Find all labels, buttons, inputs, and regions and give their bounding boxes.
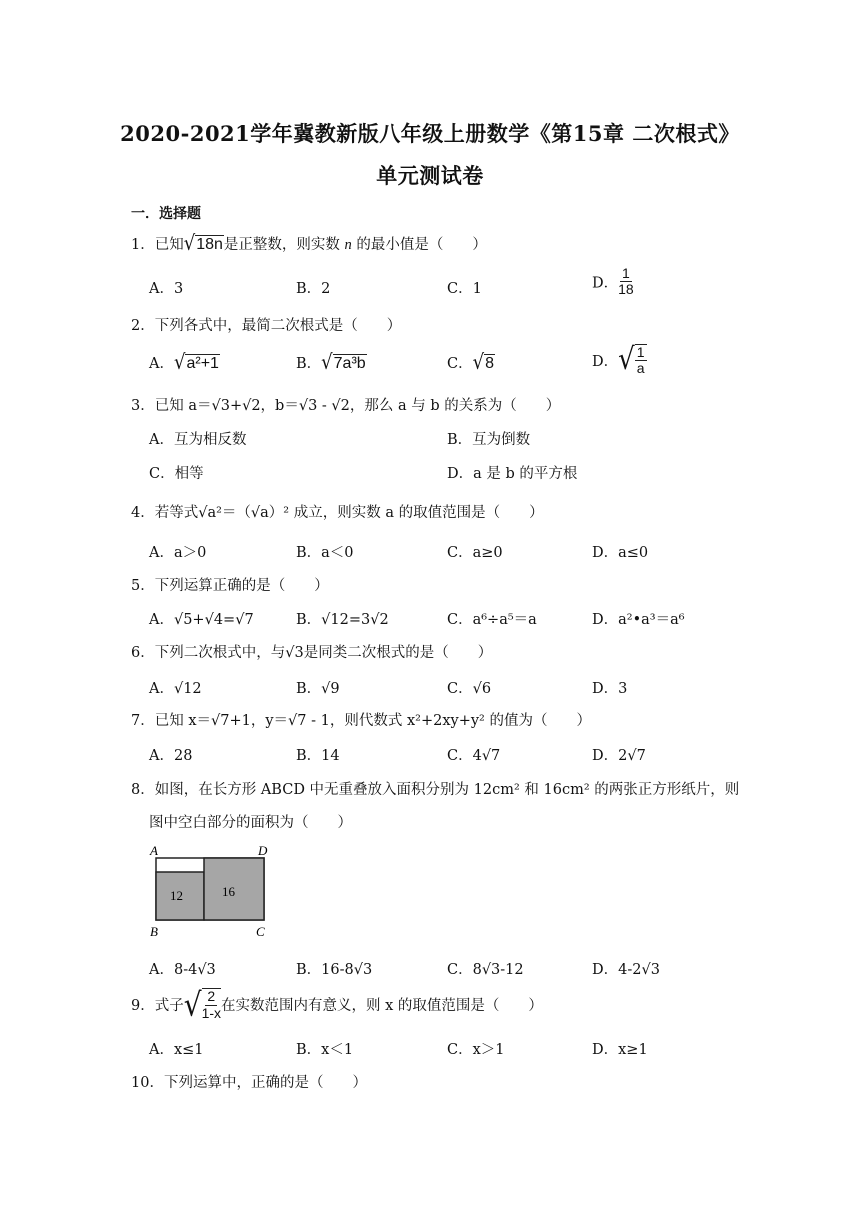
q2-a-radicand: a²+1 xyxy=(186,355,219,372)
question-8-line-1: 8．如图，在长方形 ABCD 中无重叠放入面积分别为 12cm² 和 16cm² 的两张正方形纸片，则 xyxy=(131,782,740,798)
q6-option-a: A．√12 xyxy=(149,681,202,697)
frac-num: 2 xyxy=(207,988,216,1005)
q1-option-b: B．2 xyxy=(296,281,331,297)
q5-option-b: B．√12=3√2 xyxy=(296,612,389,628)
radical-icon: √ xyxy=(472,350,485,375)
label-d: D xyxy=(258,843,268,858)
q5-option-a: A．√5+√4=√7 xyxy=(149,612,254,628)
q2-d-fraction xyxy=(635,344,647,377)
q9-option-a: A．x≤1 xyxy=(149,1042,204,1058)
q5-option-d: D．a²•a³＝a⁶ xyxy=(592,612,685,628)
question-1 xyxy=(131,233,487,254)
q2-b-radicand: 7a³b xyxy=(333,355,366,372)
section-heading: 一．选择题 xyxy=(131,206,201,222)
frac-num: 1 xyxy=(622,265,630,281)
radical-icon: √ xyxy=(321,350,333,375)
square-12-label: 12 xyxy=(170,888,183,903)
square-16-label: 16 xyxy=(222,884,235,899)
q9-option-b: B．x＜1 xyxy=(296,1042,354,1058)
question-3: 3．已知 a＝√3+√2，b＝√3 - √2，那么 a 与 b 的关系为（ ） xyxy=(131,398,561,414)
q8-option-b: B．16-8√3 xyxy=(296,962,373,978)
q8-option-a: A．8-4√3 xyxy=(149,962,216,978)
q2-c-radicand: 8 xyxy=(485,355,494,372)
q2-c-label: C． xyxy=(447,356,473,372)
q1-option-d xyxy=(592,266,634,298)
question-4: 4．若等式√a²＝（√a）² 成立，则实数 a 的取值范围是（ ） xyxy=(131,505,544,521)
radical-icon: √ xyxy=(183,985,202,1024)
q1-var: n xyxy=(344,237,352,253)
q2-option-a xyxy=(149,352,220,373)
q7-option-a: A．28 xyxy=(149,748,193,764)
q9-text: 在实数范围内有意义，则 x 的取值范围是（ ） xyxy=(221,998,543,1014)
q1-d-label: D． xyxy=(592,275,619,292)
q1-prefix: 1．已知 xyxy=(131,237,184,253)
rectangle-figure xyxy=(146,842,276,942)
q2-d-label: D． xyxy=(592,353,619,370)
q9-option-c: C．x＞1 xyxy=(447,1042,505,1058)
q1-option-a: A．3 xyxy=(149,281,184,297)
q3-option-d: D．a 是 b 的平方根 xyxy=(447,466,578,482)
q1-text: 是正整数，则实数 xyxy=(223,237,345,253)
question-2: 2．下列各式中，最简二次根式是（ ） xyxy=(131,318,402,334)
q6-option-c: C．√6 xyxy=(447,681,492,697)
question-6: 6．下列二次根式中，与√3是同类二次根式的是（ ） xyxy=(131,645,493,661)
q1-radicand: 18n xyxy=(196,236,223,253)
q4-option-b: B．a＜0 xyxy=(296,545,354,561)
q2-a-label: A． xyxy=(149,356,174,372)
q7-option-c: C．4√7 xyxy=(447,748,501,764)
q3-option-b: B．互为倒数 xyxy=(447,432,531,448)
q3-option-a: A．互为相反数 xyxy=(149,432,247,448)
q9-prefix: 9．式子 xyxy=(131,998,184,1014)
radical-icon: √ xyxy=(183,231,196,256)
q2-option-b xyxy=(296,352,367,373)
q1-tail: 的最小值是（ ） xyxy=(351,237,487,253)
question-8-line-2: 图中空白部分的面积为（ ） xyxy=(149,815,352,831)
radical-icon: √ xyxy=(173,350,186,375)
q2-b-label: B． xyxy=(296,356,322,372)
q4-option-a: A．a＞0 xyxy=(149,545,207,561)
q2-option-c xyxy=(447,352,495,373)
q4-option-d: D．a≤0 xyxy=(592,545,649,561)
q2-option-d xyxy=(592,344,647,377)
q9-option-d: D．x≥1 xyxy=(592,1042,648,1058)
q6-option-d: D．3 xyxy=(592,681,628,697)
q6-option-b: B．√9 xyxy=(296,681,340,697)
q8-option-d: D．4-2√3 xyxy=(592,962,660,978)
question-5: 5．下列运算正确的是（ ） xyxy=(131,578,329,594)
frac-num: 1 xyxy=(636,344,645,360)
radical-icon: √ xyxy=(618,343,635,378)
q4-option-c: C．a≥0 xyxy=(447,545,503,561)
label-b: B xyxy=(150,924,158,939)
frac-den: 18 xyxy=(618,281,634,298)
q5-option-c: C．a⁶÷a⁵＝a xyxy=(447,612,537,628)
q1-d-fraction xyxy=(618,266,634,298)
question-9 xyxy=(131,985,543,1024)
frac-den: 1-x xyxy=(201,1004,222,1021)
question-7: 7．已知 x＝√7+1，y＝√7 - 1，则代数式 x²+2xy+y² 的值为（ ） xyxy=(131,713,591,729)
q7-option-b: B．14 xyxy=(296,748,340,764)
label-c: C xyxy=(256,924,265,939)
q1-option-c: C．1 xyxy=(447,281,482,297)
q7-option-d: D．2√7 xyxy=(592,748,646,764)
title-line-2: 单元测试卷 xyxy=(376,163,484,188)
q8-option-c: C．8√3-12 xyxy=(447,962,524,978)
q9-fraction xyxy=(202,988,221,1021)
frac-den: a xyxy=(636,360,645,377)
q3-option-c: C．相等 xyxy=(149,466,204,482)
label-a: A xyxy=(150,843,158,858)
question-10: 10．下列运算中，正确的是（ ） xyxy=(131,1075,367,1091)
title-line-1: 2020-2021学年冀教新版八年级上册数学《第15章 二次根式》 xyxy=(120,121,740,146)
